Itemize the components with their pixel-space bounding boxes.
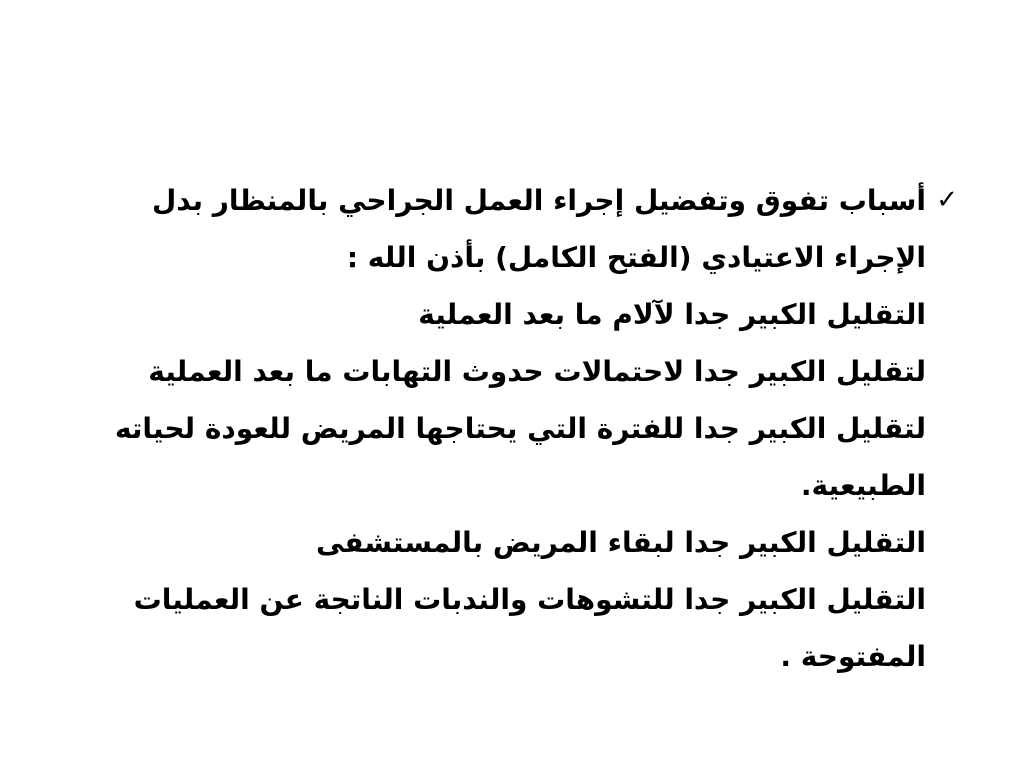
heading-text: أسباب تفوق وتفضيل إجراء العمل الجراحي بالمنظار بدل الإجراء الاعتيادي (الفتح الكامل) بأذن الله : bbox=[151, 184, 926, 274]
list-item: التقليل الكبير جدا لبقاء المريض بالمستشفى bbox=[315, 526, 926, 559]
check-icon: ✓ bbox=[936, 185, 958, 215]
list-item: لتقليل الكبير جدا لاحتمالات حدوث التهابات ما بعد العملية bbox=[148, 355, 926, 388]
list-item: التقليل الكبير جدا للتشوهات والندبات الناتجة عن العمليات المفتوحة . bbox=[133, 583, 926, 673]
list-item: التقليل الكبير جدا لآلام ما بعد العملية bbox=[418, 298, 926, 331]
slide-content bbox=[74, 172, 958, 685]
list-item: لتقليل الكبير جدا للفترة التي يحتاجها المريض للعودة لحياته الطبيعية. bbox=[114, 412, 926, 502]
bullet-block bbox=[74, 172, 958, 685]
